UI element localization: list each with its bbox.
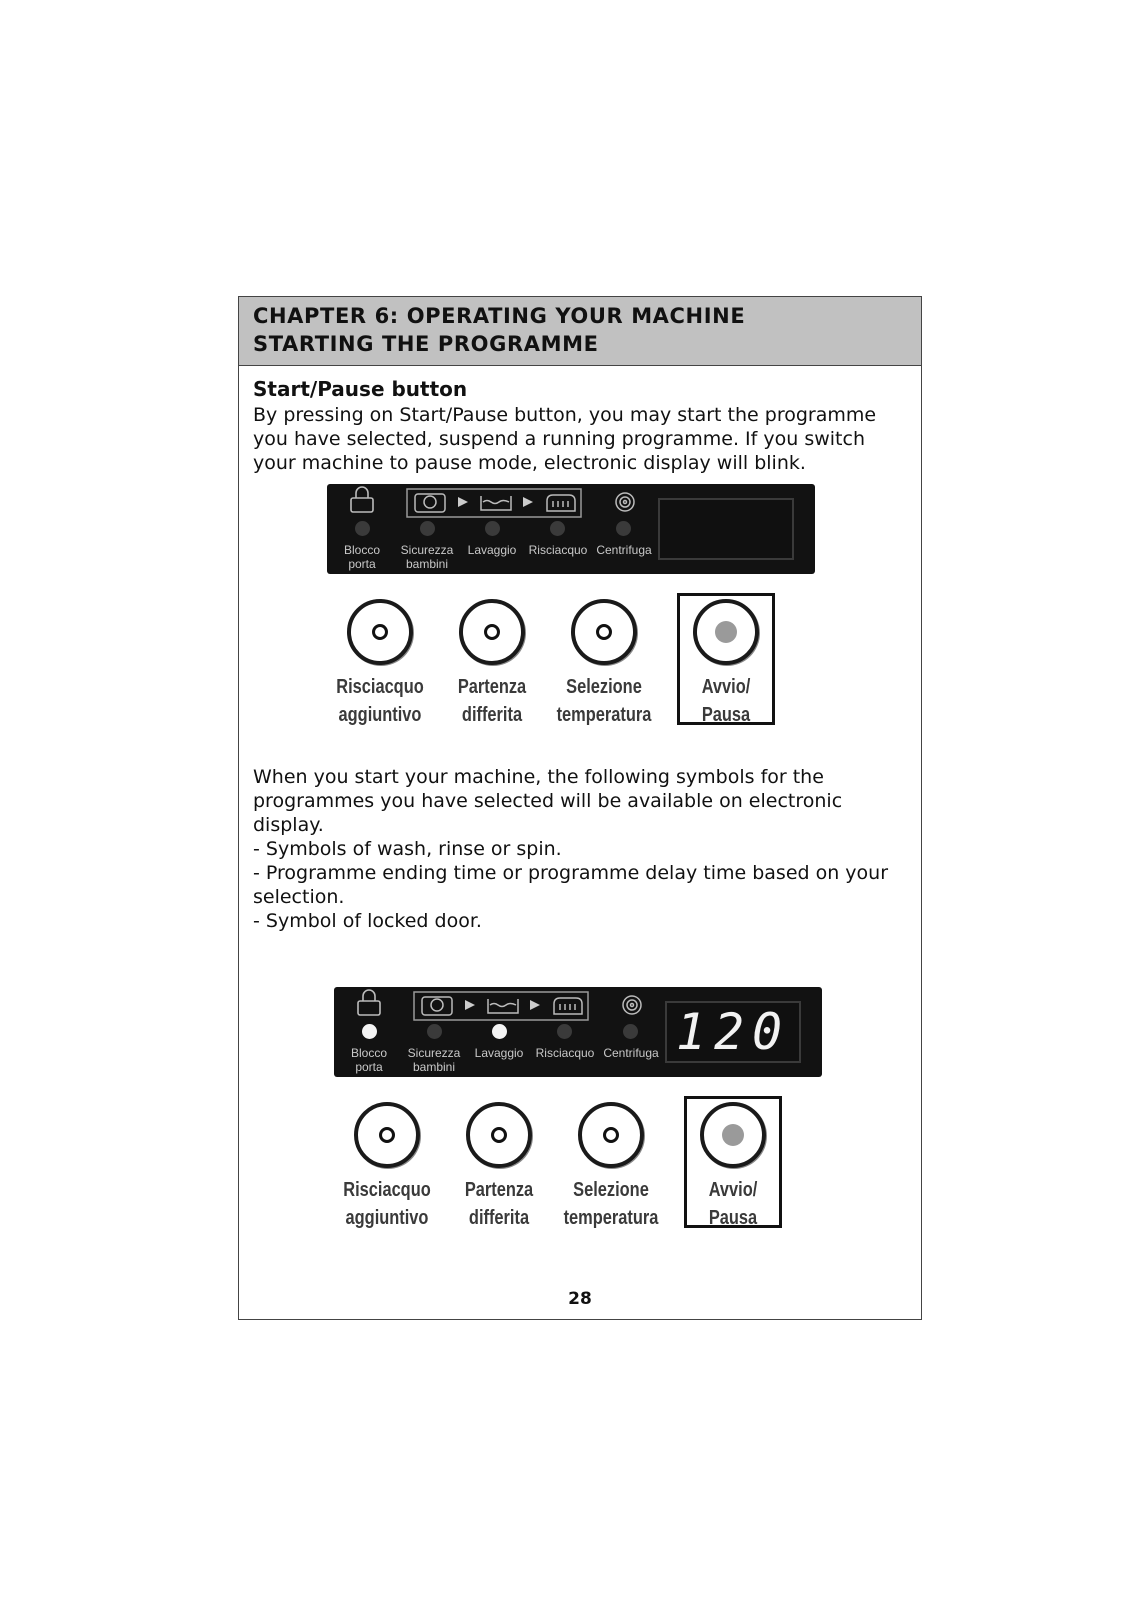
button-label: Partenza differita (457, 676, 527, 726)
highlight-box (677, 593, 775, 725)
selezione-temperatura-button[interactable] (578, 1102, 644, 1168)
page-number: 28 (568, 1289, 592, 1309)
child-lock-icon (415, 494, 445, 512)
label-lavaggio: Lavaggio (467, 543, 517, 557)
button-label: Avvio/ Pausa (701, 676, 751, 726)
chapter-title: CHAPTER 6: OPERATING YOUR MACHINE (253, 304, 746, 328)
intro-paragraph: By pressing on Start/Pause button, you may start the programme you have selected, suspend a running programme. If you switch your machine to pause mode, electronic display will blink. (253, 404, 877, 474)
symbol-list: - Symbols of wash, rinse or spin. - Programme ending time or programme delay time based on your selection. - Symbol of locked door. (253, 838, 889, 932)
led-sicurezza (427, 1024, 442, 1039)
ring-icon (484, 624, 500, 640)
arrow-icon (523, 497, 533, 507)
label-risciacquo: Risciacquo (528, 543, 588, 557)
lock-icon (351, 487, 373, 512)
lock-icon (358, 990, 380, 1015)
control-panel-bottom (334, 987, 822, 1077)
led-risciacquo (557, 1024, 572, 1039)
arrow-icon (458, 497, 468, 507)
arrow-icon (530, 1000, 540, 1010)
spin-icon (616, 493, 634, 511)
child-lock-icon (422, 997, 452, 1015)
led-centrifuga (616, 521, 631, 536)
button-row-top (336, 597, 787, 733)
led-centrifuga (623, 1024, 638, 1039)
button-label: Selezione temperatura (563, 1179, 659, 1229)
chapter-header (239, 297, 921, 366)
display-screen: 120 (665, 1001, 801, 1063)
label-centrifuga: Centrifuga (603, 1046, 659, 1060)
wash-tub-icon (488, 999, 518, 1013)
spin-icon (623, 996, 641, 1014)
button-label: Avvio/ Pausa (708, 1179, 758, 1229)
partenza-differita-button[interactable] (459, 599, 525, 665)
button-label: Risciacquo aggiuntivo (343, 1179, 431, 1229)
subsection-title: Start/Pause button (253, 377, 468, 401)
label-blocco: Blocco porta (343, 543, 381, 571)
label-centrifuga: Centrifuga (596, 543, 652, 557)
label-risciacquo: Risciacquo (535, 1046, 595, 1060)
button-label: Risciacquo aggiuntivo (336, 676, 424, 726)
selezione-temperatura-button[interactable] (571, 599, 637, 665)
rinse-icon (547, 495, 575, 511)
ring-icon (603, 1127, 619, 1143)
highlight-box (684, 1096, 782, 1228)
ring-icon (596, 624, 612, 640)
arrow-icon (465, 1000, 475, 1010)
risciacquo-aggiuntivo-button[interactable] (354, 1102, 420, 1168)
led-lavaggio (492, 1024, 507, 1039)
ring-icon (372, 624, 388, 640)
partenza-differita-button[interactable] (466, 1102, 532, 1168)
button-row-bottom (343, 1100, 794, 1236)
body-paragraph: When you start your machine, the following symbols for the programmes you have selected will be available on electronic display. (253, 766, 843, 836)
label-lavaggio: Lavaggio (474, 1046, 524, 1060)
control-panel-top (327, 484, 815, 574)
ring-icon (379, 1127, 395, 1143)
wash-tub-icon (481, 496, 511, 510)
label-sicurezza: Sicurezza bambini (400, 543, 454, 571)
label-blocco: Blocco porta (350, 1046, 388, 1074)
button-label: Selezione temperatura (556, 676, 652, 726)
ring-icon (491, 1127, 507, 1143)
rinse-icon (554, 998, 582, 1014)
display-screen (658, 498, 794, 560)
led-blocco (362, 1024, 377, 1039)
risciacquo-aggiuntivo-button[interactable] (347, 599, 413, 665)
led-blocco (355, 521, 370, 536)
led-risciacquo (550, 521, 565, 536)
page-frame (238, 296, 922, 1320)
label-sicurezza: Sicurezza bambini (407, 1046, 461, 1074)
led-lavaggio (485, 521, 500, 536)
section-title: STARTING THE PROGRAMME (253, 332, 599, 356)
button-label: Partenza differita (464, 1179, 534, 1229)
led-sicurezza (420, 521, 435, 536)
